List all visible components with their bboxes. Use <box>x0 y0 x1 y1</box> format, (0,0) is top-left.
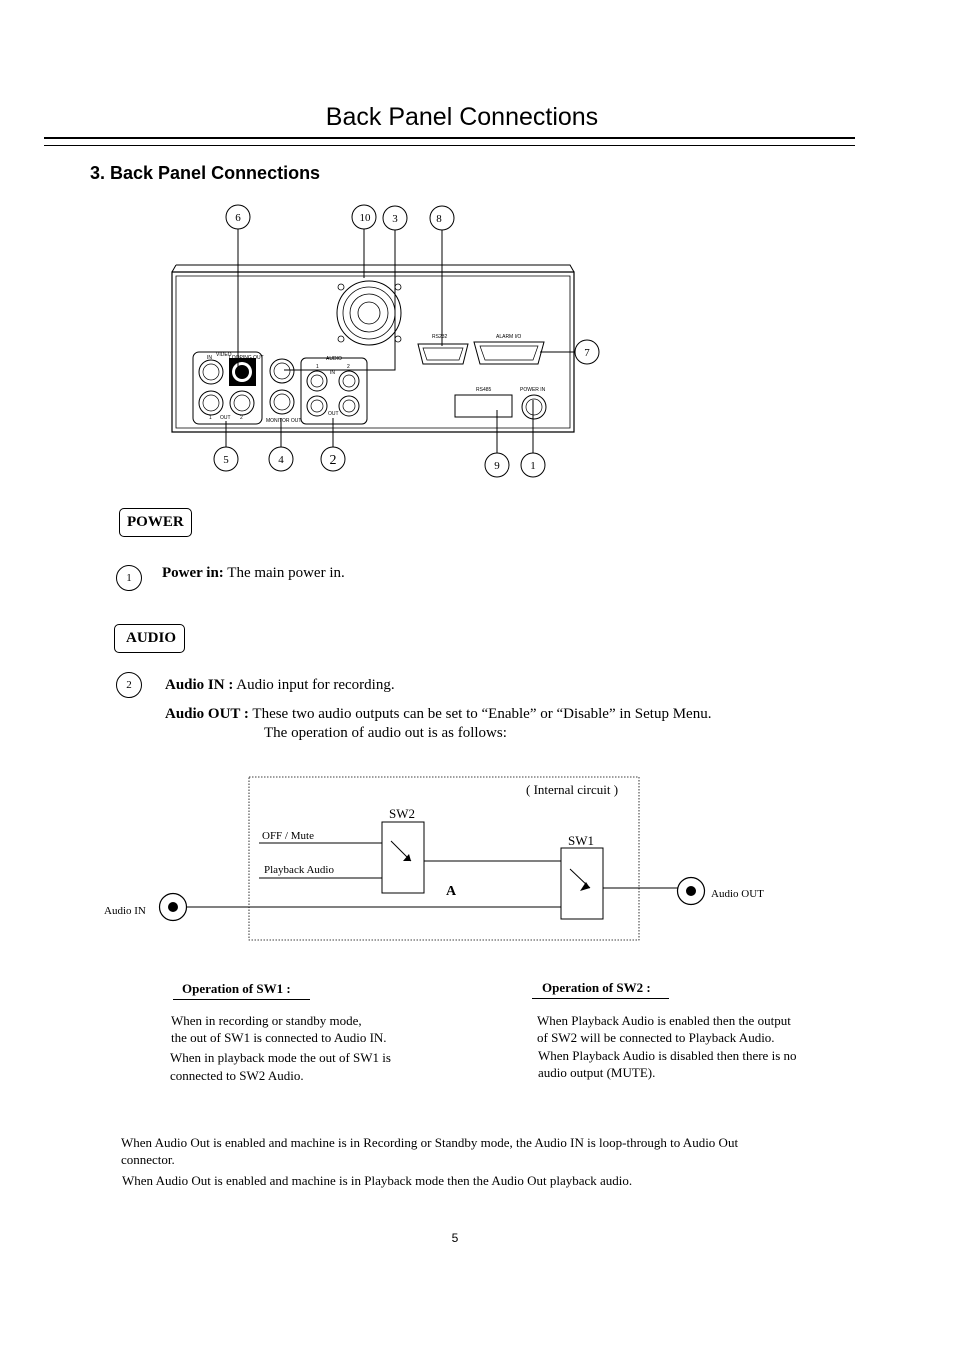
label-video: VIDEO <box>216 352 232 358</box>
label-audio-ch2: 2 <box>347 364 350 370</box>
label-video-in: IN <box>207 355 212 361</box>
callout-4: 4 <box>278 454 284 466</box>
label-video-out: OUT <box>220 415 231 421</box>
sw1-line-3: When in playback mode the out of SW1 is <box>170 1050 391 1065</box>
label-rs485: RS485 <box>476 387 492 393</box>
audio-in-term: Audio IN : <box>165 677 234 693</box>
sw2-label: SW2 <box>389 806 415 821</box>
sw2-heading-underline <box>532 998 669 999</box>
power-item-number: 1 <box>116 565 142 591</box>
audio-box-label: AUDIO <box>114 624 185 653</box>
label-audio: AUDIO <box>326 356 342 362</box>
audio-out-label: Audio OUT <box>711 888 764 900</box>
callout-8: 8 <box>436 213 442 225</box>
power-in-line <box>162 565 345 582</box>
label-power-in: POWER IN <box>520 387 546 393</box>
label-alarm-io: ALARM I/O <box>496 334 522 340</box>
audio-circuit-diagram <box>0 770 954 950</box>
label-rs232: RS232 <box>432 334 448 340</box>
sw1-line-4: connected to SW2 Audio. <box>170 1068 304 1083</box>
section-heading: 3. Back Panel Connections <box>90 163 321 183</box>
page-number: 5 <box>451 1231 459 1245</box>
callout-3: 3 <box>392 213 398 225</box>
header-rule <box>44 137 855 139</box>
callout-10: 10 <box>359 212 371 224</box>
label-audio-in: IN <box>330 370 335 376</box>
label-ch2: 2 <box>240 415 243 421</box>
page-title: Back Panel Connections <box>325 103 599 131</box>
callout-1: 1 <box>530 460 536 472</box>
power-in-desc: The main power in. <box>223 565 345 581</box>
audio-out-line <box>165 706 711 723</box>
internal-circuit-label: ( Internal circuit ) <box>526 782 619 797</box>
label-looping-out: LOOPING OUT <box>229 355 264 361</box>
callout-5: 5 <box>223 454 229 466</box>
sw1-operation-heading: Operation of SW1 : <box>182 981 291 996</box>
sw2-line-3: When Playback Audio is disabled then there is no <box>538 1048 797 1063</box>
callout-6: 6 <box>235 212 241 224</box>
sw1-line-2: the out of SW1 is connected to Audio IN. <box>171 1030 387 1045</box>
label-audio-ch1: 1 <box>316 364 319 370</box>
audio-in-label: Audio IN <box>104 905 146 917</box>
note-line-2: When Audio Out is enabled and machine is in Playback mode then the Audio Out playback audio. <box>122 1173 633 1188</box>
off-mute-label: OFF / Mute <box>262 830 314 842</box>
power-in-term: Power in: <box>162 565 224 581</box>
note-line-1: When Audio Out is enabled and machine is in Recording or Standby mode, the Audio IN is loop-through to Audio Out <box>121 1135 739 1150</box>
header-rule-thin <box>44 145 855 146</box>
sw1-heading-underline <box>173 999 310 1000</box>
sw2-operation-heading: Operation of SW2 : <box>542 980 651 995</box>
label-audio-out: OUT <box>328 411 339 417</box>
sw1-line-1: When in recording or standby mode, <box>171 1013 362 1028</box>
audio-out-term: Audio OUT : <box>165 706 249 722</box>
audio-in-line <box>165 677 395 694</box>
sw1-label: SW1 <box>568 833 594 848</box>
sw2-line-1: When Playback Audio is enabled then the output <box>537 1013 791 1028</box>
label-monitor-out: MONITOR OUT <box>266 418 302 424</box>
playback-audio-label: Playback Audio <box>264 864 334 876</box>
audio-out-desc-2: The operation of audio out is as follows: <box>264 725 507 741</box>
audio-item-number: 2 <box>116 672 142 698</box>
callout-9: 9 <box>494 460 500 472</box>
note-line-1b: connector. <box>121 1152 175 1167</box>
audio-in-desc: Audio input for recording. <box>233 677 395 693</box>
label-ch1: 1 <box>209 415 212 421</box>
callout-2: 2 <box>329 453 337 468</box>
node-a-label: A <box>446 884 457 899</box>
power-box-label: POWER <box>119 508 192 537</box>
back-panel-diagram <box>0 195 954 485</box>
audio-out-desc: These two audio outputs can be set to “Enable” or “Disable” in Setup Menu. <box>248 706 712 722</box>
sw2-line-2: of SW2 will be connected to Playback Audio. <box>537 1030 775 1045</box>
sw2-line-4: audio output (MUTE). <box>538 1065 656 1080</box>
callout-7: 7 <box>584 347 590 359</box>
